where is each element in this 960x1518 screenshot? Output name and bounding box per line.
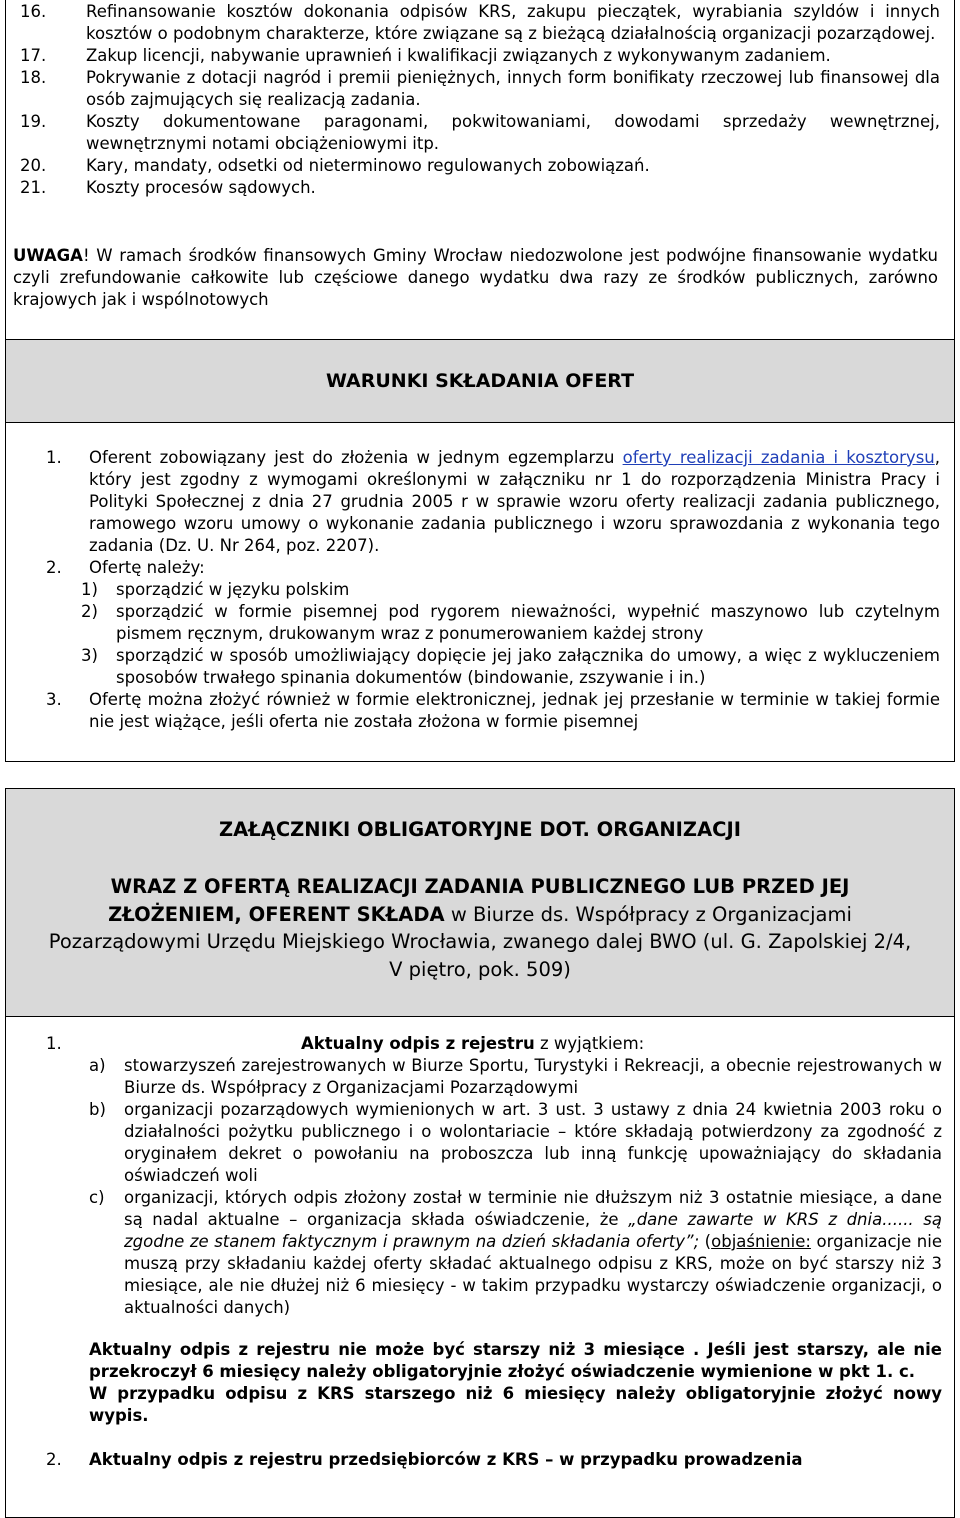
warning-label: UWAGA xyxy=(13,246,83,265)
offer-conditions-list xyxy=(46,447,940,733)
attachments-title: ZAŁĄCZNIKI OBLIGATORYJNE DOT. ORGANIZACJI xyxy=(219,818,741,841)
list-item: c) organizacji, których odpis złożony został w terminie nie dłuższym niż 3 ostatnie miesiące, a dane są nadal aktualne – organizacja składa oświadczenie, że „dane zawarte w KRS z dnia...... są zgodne ze stanem faktycznym i prawnym na dzień składania oferty”; (objaśnienie: organizacje nie muszą przy składaniu każdej oferty składać aktualnego odpisu z KRS, może on być starszy niż 3 miesiące, ale nie dłużej niż 6 miesięcy - w takim przypadku wystarczy oświadczenie organizacji, o aktualności danych) xyxy=(89,1188,943,1317)
list-item: 1. Oferent zobowiązany jest do złożenia w jednym egzemplarzu oferty realizacji zadania i kosztorysu, który jest zgodny z wymogami określonymi w załączniku nr 1 do rozporządzenia Ministra Pracy i Polityki Społecznej z dnia 27 grudnia 2005 r w sprawie wzoru oferty realizacji zadania publicznego, ramowego wzoru umowy o wykonanie zadania publicznego i wzoru sprawozdania z wykonania tego zadania (Dz. U. Nr 264, poz. 2207). xyxy=(46,448,940,555)
list-item: b) organizacji pozarządowych wymienionych w art. 3 ust. 3 ustawy z dnia 24 kwietnia 2003 roku o działalności pożytku publicznego i o wolontariacie – które składają potwierdzony za zgodność z oryginałem dekret o powołaniu na proboszcza lub inną funkcję upoważniający do składania oświadczeń woli xyxy=(89,1100,942,1185)
offer-form-link[interactable]: oferty realizacji zadania i kosztorysu xyxy=(622,448,935,467)
list-item: 19. Koszty dokumentowane paragonami, pokwitowaniami, dowodami sprzedaży wewnętrznej, wewnętrznymi notami obciążeniowymi itp. xyxy=(20,112,940,153)
explanation-label: objaśnienie: xyxy=(711,1232,811,1251)
section-heading: WARUNKI SKŁADANIA OFERT xyxy=(325,370,635,392)
attachments-subtitle: WRAZ Z OFERTĄ REALIZACJI ZADANIA PUBLICZNEGO LUB PRZED JEJ ZŁOŻENIEM, OFERENT SKŁADA w Biurze ds. Współpracy z Organizacjami Pozarządowymi Urzędu Miejskiego Wrocławia, zwanego dalej BWO (ul. G. Zapolskiej 2/4, V piętro, pok. 509) xyxy=(48,875,912,981)
list-item: 1. Aktualny odpis z rejestru z wyjątkiem: xyxy=(46,1034,645,1053)
statement-quote: „dane zawarte w KRS z dnia...... są zgodne ze stanem faktycznym i prawnym na dzień składania oferty”; xyxy=(124,1210,942,1251)
list-item: 3) sporządzić w sposób umożliwiający dopięcie jej jako załącznika do umowy, a więc z wykluczeniem sposobów trwałego spinania dokumentów (bindowanie, zszywanie i in.) xyxy=(81,646,940,687)
list-item: 18. Pokrywanie z dotacji nagród i premii pieniężnych, innych form bonifikaty rzeczowej lub finansowej dla osób zajmujących się realizacją zadania. xyxy=(20,68,940,109)
list-item: 2. Ofertę należy: 1) sporządzić w języku polskim 2) sporządzić w formie pisemnej pod rygorem nieważności, wypełnić maszynowo lub czytelnym pismem ręcznym, drukowanym wraz z ponumerowaniem każdej strony 3) sporządzić w sposób umożliwiający dopięcie jej jako załącznika do umowy, a więc z wykluczeniem sposobów trwałego spinania dokumentów (bindowanie, zszywanie i in.) xyxy=(46,558,940,687)
list-item: a) stowarzyszeń zarejestrowanych w Biurze Sportu, Turystyki i Rekreacji, a obecnie rejestrowanych w Biurze ds. Współpracy z Organizacjami Pozarządowymi xyxy=(89,1056,942,1097)
exceptions-list xyxy=(46,1055,942,1319)
validity-note: Aktualny odpis z rejestru nie może być starszy niż 3 miesiące . Jeśli jest starszy, ale nie przekroczył 6 miesięcy należy obligatoryjnie złożyć oświadczenie wymienione w pkt 1. c. W przypadku odpisu z KRS starszego niż 6 miesięcy należy obligatoryjnie złożyć nowy wypis. xyxy=(89,1340,942,1425)
attachments-header xyxy=(6,789,954,1017)
offer-conditions-header xyxy=(6,339,954,423)
offer-requirements-sublist xyxy=(46,579,940,689)
list-item: 2. Aktualny odpis z rejestru przedsiębiorców z KRS – w przypadku prowadzenia xyxy=(46,1450,803,1469)
warning-paragraph: UWAGA! W ramach środków finansowych Gminy Wrocław niedozwolone jest podwójne finansowanie wydatku czyli zrefundowanie całkowite lub częściowe danego wydatku dwa razy ze środków publicznych, zarówno krajowych jak i wspólnotowych xyxy=(13,246,938,309)
list-item: 1) sporządzić w języku polskim xyxy=(81,580,350,599)
list-item: 17. Zakup licencji, nabywanie uprawnień i kwalifikacji związanych z wykonywanym zadaniem. xyxy=(20,46,831,65)
attachments-list xyxy=(46,1033,942,1471)
list-item: 16. Refinansowanie kosztów dokonania odpisów KRS, zakupu pieczątek, wyrabiania szyldów i innych kosztów o podobnym charakterze, które związane są z bieżącą działalnością organizacji pozarządowej. xyxy=(20,2,940,43)
list-item: 3. Ofertę można złożyć również w formie elektronicznej, jednak jej przesłanie w terminie w takiej formie nie jest wiążące, jeśli oferta nie została złożona w formie pisemnej xyxy=(46,690,940,731)
item-heading: Aktualny odpis z rejestru xyxy=(301,1034,535,1053)
ineligible-costs-list xyxy=(20,1,940,199)
list-item: 21. Koszty procesów sądowych. xyxy=(20,178,316,197)
list-item: 20. Kary, mandaty, odsetki od nieterminowo regulowanych zobowiązań. xyxy=(20,156,650,175)
attachments-section xyxy=(5,788,955,1518)
costs-and-offer-section xyxy=(5,0,955,762)
list-item: 2) sporządzić w formie pisemnej pod rygorem nieważności, wypełnić maszynowo lub czytelnym pismem ręcznym, drukowanym wraz z ponumerowaniem każdej strony xyxy=(81,602,940,643)
